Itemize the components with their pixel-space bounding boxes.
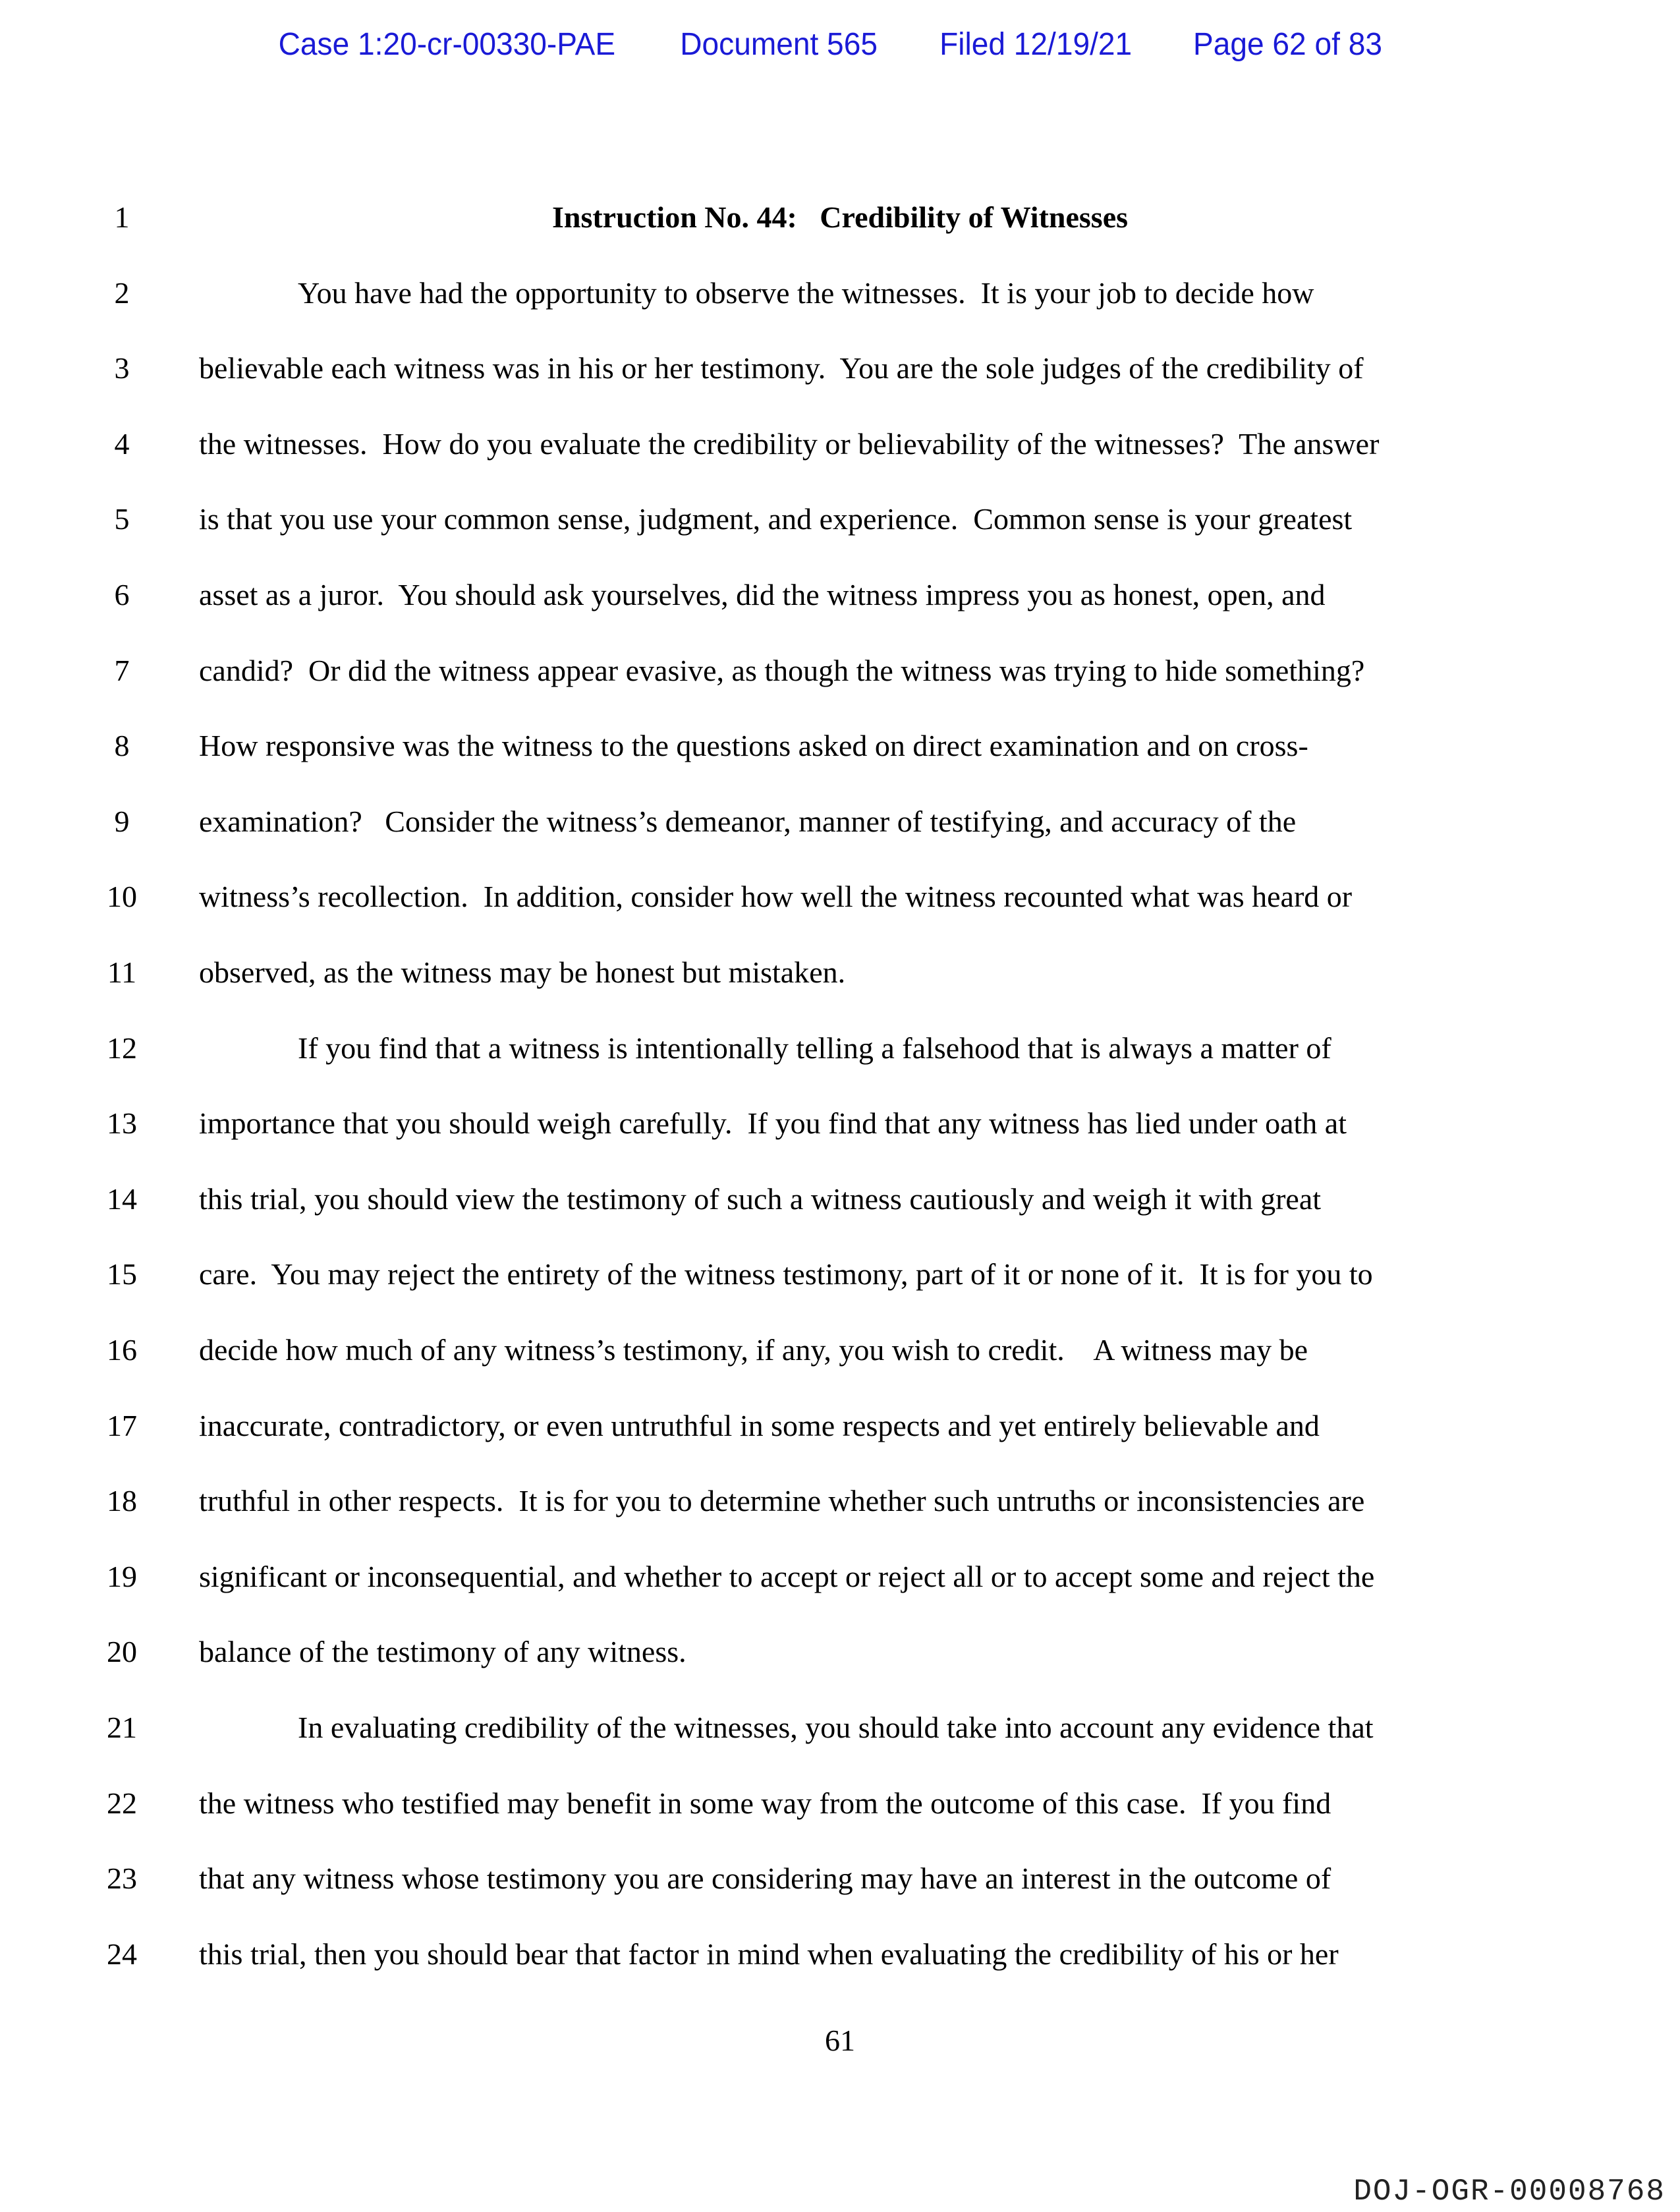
line-text: asset as a juror. You should ask yourselves, did the witness impress you as honest, open, and <box>199 578 1326 611</box>
line-text: importance that you should weigh carefully. If you find that any witness has lied under oath at <box>199 1106 1347 1141</box>
document-line <box>0 1257 1680 1309</box>
line-text: significant or inconsequential, and whether to accept or reject all or to accept some and reject the <box>199 1559 1375 1593</box>
line-text: In evaluating credibility of the witnesses, you should take into account any evidence that <box>298 1711 1374 1744</box>
line-text: the witnesses. How do you evaluate the credibility or believability of the witnesses? The answer <box>199 426 1380 461</box>
line-text: observed, as the witness may be honest but mistaken. <box>199 955 846 989</box>
line-text: witness’s recollection. In addition, consider how well the witness recounted what was heard or <box>199 880 1353 914</box>
line-text: the witness who testified may benefit in some way from the outcome of this case. If you find <box>199 1786 1331 1820</box>
document-line <box>0 1408 1680 1461</box>
line-text: How responsive was the witness to the questions asked on direct examination and on cross- <box>199 729 1308 763</box>
document-line <box>0 200 1680 252</box>
line-number: 21 <box>107 1711 137 1744</box>
line-text: inaccurate, contradictory, or even untruthful in some respects and yet entirely believable and <box>199 1408 1320 1442</box>
line-text: is that you use your common sense, judgment, and experience. Common sense is your greatest <box>199 502 1353 536</box>
bates-number: DOJ-OGR-00008768 <box>1353 2174 1666 2209</box>
document-line <box>0 1031 1680 1083</box>
line-number: 14 <box>107 1181 137 1216</box>
document-line <box>0 955 1680 1007</box>
document-line <box>0 653 1680 706</box>
line-number: 8 <box>114 729 130 763</box>
line-number: 16 <box>107 1333 137 1367</box>
line-number: 10 <box>107 880 137 914</box>
line-number: 19 <box>107 1559 137 1593</box>
filed-date: Filed 12/19/21 <box>939 27 1132 62</box>
line-number: 9 <box>114 804 130 838</box>
line-number: 22 <box>107 1786 137 1820</box>
line-text: balance of the testimony of any witness. <box>199 1635 686 1669</box>
line-text: candid? Or did the witness appear evasive, as though the witness was trying to hide something? <box>199 653 1365 687</box>
line-text: believable each witness was in his or her testimony. You are the sole judges of the credibility of <box>199 351 1364 385</box>
line-number: 23 <box>107 1861 137 1896</box>
line-number: 4 <box>114 426 130 461</box>
document-line <box>0 1559 1680 1612</box>
line-number: 15 <box>107 1257 137 1291</box>
line-number: 5 <box>114 502 130 536</box>
document-line <box>0 1786 1680 1838</box>
document-line <box>0 879 1680 932</box>
document-line <box>0 501 1680 554</box>
line-number: 12 <box>107 1031 137 1065</box>
instruction-title: Instruction No. 44: Credibility of Witnesses <box>551 200 1129 234</box>
document-line <box>0 1937 1680 1989</box>
line-text: care. You may reject the entirety of the witness testimony, part of it or none of it. It is for you to <box>199 1257 1373 1291</box>
line-text: decide how much of any witness’s testimony, if any, you wish to credit. A witness may be <box>199 1333 1308 1367</box>
document-line <box>0 1634 1680 1687</box>
page-number: 61 <box>825 2024 855 2057</box>
line-number: 20 <box>107 1635 137 1669</box>
document-line <box>0 1181 1680 1234</box>
line-number: 11 <box>107 955 137 989</box>
document-line <box>0 1861 1680 1914</box>
line-text: truthful in other respects. It is for you to determine whether such untruths or inconsistencies are <box>199 1484 1365 1518</box>
line-text: You have had the opportunity to observe the witnesses. It is your job to decide how <box>298 275 1314 310</box>
line-number: 2 <box>114 275 130 310</box>
case-header <box>0 26 1680 72</box>
document-line <box>0 426 1680 479</box>
line-number: 24 <box>107 1937 137 1971</box>
line-text: this trial, you should view the testimony of such a witness cautiously and weigh it with great <box>199 1181 1322 1216</box>
line-number: 7 <box>114 653 130 687</box>
document-line <box>0 1332 1680 1385</box>
document-line <box>0 728 1680 781</box>
line-number: 13 <box>107 1106 137 1141</box>
line-number: 17 <box>107 1408 137 1442</box>
document-line <box>0 577 1680 630</box>
document-line <box>0 804 1680 857</box>
case-number: Case 1:20-cr-00330-PAE <box>278 27 616 62</box>
line-text: If you find that a witness is intentionally telling a falsehood that is always a matter of <box>298 1031 1331 1065</box>
line-number: 18 <box>107 1484 137 1518</box>
line-number: 6 <box>114 578 130 611</box>
document-line <box>0 1483 1680 1536</box>
line-text: this trial, then you should bear that factor in mind when evaluating the credibility of his or her <box>199 1937 1339 1971</box>
line-number: 1 <box>114 200 130 234</box>
document-line <box>0 1106 1680 1158</box>
document-line <box>0 1710 1680 1763</box>
line-text: examination? Consider the witness’s demeanor, manner of testifying, and accuracy of the <box>199 804 1297 838</box>
document-line <box>0 351 1680 403</box>
document-number: Document 565 <box>680 27 878 62</box>
document-line <box>0 275 1680 328</box>
line-number: 3 <box>114 351 130 385</box>
page-of-total: Page 62 of 83 <box>1193 27 1383 62</box>
line-text: that any witness whose testimony you are considering may have an interest in the outcome of <box>199 1861 1331 1896</box>
